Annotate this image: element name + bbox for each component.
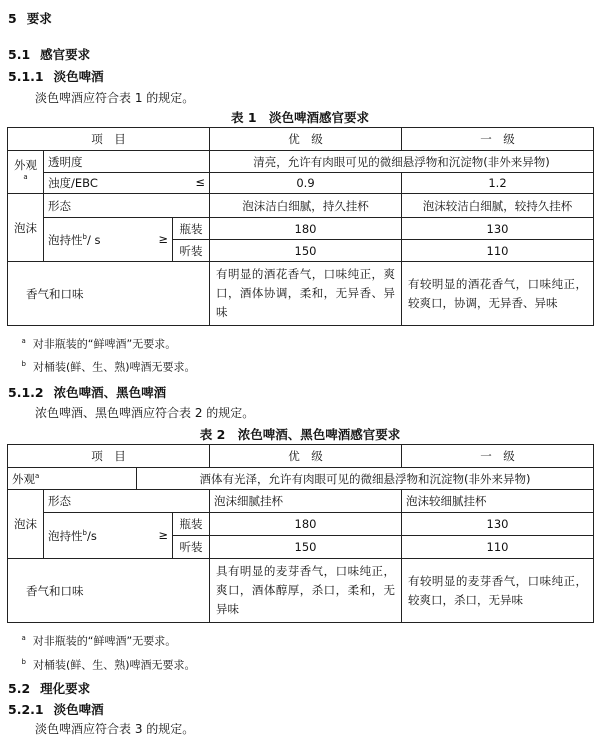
form-first-grade: 泡沫较洁白细腻，较持久挂杯 [402,194,594,218]
note-b: $^b$ 对桶装(鲜、生、熟)啤酒无要求。 [21,657,196,672]
section-5-2-1-text: 淡色啤酒应符合表 3 的规定。 [35,722,195,736]
header-excellent: 优 级 [210,445,402,468]
aroma-first-grade: 有较明显的麦芽香气，口味纯正，较爽口，杀口，无异味 [402,559,594,623]
form-label: 形态 [44,194,210,218]
table-1 [7,127,594,383]
header-item: 项 目 [8,445,210,468]
aroma-label: 香气和口味 [8,262,210,326]
table-2 [7,444,594,681]
turbidity-excellent: 0.9 [210,173,402,194]
aroma-excellent: 具有明显的麦芽香气，口味纯正，爽口，酒体醇厚，杀口，柔和，无异味 [210,559,402,623]
table-2-caption: 表 2 浓色啤酒、黑色啤酒感官要求 [199,427,401,442]
header-first-grade: 一 级 [402,445,594,468]
canned-excellent: 150 [210,240,402,262]
aroma-label: 香气和口味 [8,559,210,623]
form-excellent: 泡沫细腻挂杯 [210,490,402,513]
section-5-1-2-heading: 5.1.2 浓色啤酒、黑色啤酒 [8,385,167,400]
section-5-1-1-heading: 5.1.1 淡色啤酒 [8,69,104,84]
retention-label: 泡持性$^b$/ s ≥ [44,218,173,262]
section-5-2-1-heading: 5.2.1 淡色啤酒 [8,702,104,717]
appearance-requirement: 酒体有光泽，允许有肉眼可见的微细悬浮物和沉淀物(非外来异物) [137,468,594,490]
canned-excellent: 150 [210,536,402,559]
section-5-1-heading: 5.1 感官要求 [8,47,91,62]
ge-symbol: ≥ [158,231,168,246]
section-5-1-2-text: 浓色啤酒、黑色啤酒应符合表 2 的规定。 [35,406,255,420]
aroma-first-grade: 有较明显的酒花香气，口味纯正，较爽口，协调，无异香、异味 [402,262,594,326]
bottled-first-grade: 130 [402,218,594,240]
ge-symbol: ≥ [158,527,168,542]
form-label: 形态 [44,490,210,513]
foam-label: 泡沫 [8,490,44,559]
appearance-label: 外观$^a$ [8,468,137,490]
canned-label: 听装 [173,240,210,262]
turbidity-label: 浊度/EBC ≤ [44,173,210,194]
header-first-grade: 一 级 [402,128,594,151]
turbidity-first-grade: 1.2 [402,173,594,194]
form-excellent: 泡沫洁白细腻，持久挂杯 [210,194,402,218]
canned-first-grade: 110 [402,240,594,262]
table-2-notes [8,623,594,681]
bottled-excellent: 180 [210,218,402,240]
bottled-label: 瓶装 [173,513,210,536]
note-a: $^a$ 对非瓶装的“鲜啤酒”无要求。 [21,634,177,648]
header-excellent: 优 级 [210,128,402,151]
retention-label: 泡持性$^b$/s ≥ [44,513,173,559]
section-5-heading: 5 要求 [8,11,52,26]
foam-label: 泡沫 [8,194,44,262]
form-first-grade: 泡沫较细腻挂杯 [402,490,594,513]
bottled-label: 瓶装 [173,218,210,240]
clarity-requirement: 清亮，允许有肉眼可见的微细悬浮物和沉淀物(非外来异物) [210,151,594,173]
canned-first-grade: 110 [402,536,594,559]
canned-label: 听装 [173,536,210,559]
header-item: 项 目 [8,128,210,151]
section-5-2-heading: 5.2 理化要求 [8,681,91,696]
bottled-excellent: 180 [210,513,402,536]
table-1-notes [8,326,594,383]
table-1-caption: 表 1 淡色啤酒感官要求 [230,110,370,125]
note-b: $^b$ 对桶装(鲜、生、熟)啤酒无要求。 [21,360,196,374]
appearance-label: 外观$^a$ [8,151,44,194]
bottled-first-grade: 130 [402,513,594,536]
section-5-1-1-text: 淡色啤酒应符合表 1 的规定。 [35,91,195,105]
aroma-excellent: 有明显的酒花香气，口味纯正，爽口，酒体协调，柔和，无异香、异味 [210,262,402,326]
clarity-label: 透明度 [44,151,210,173]
le-symbol: ≤ [195,175,205,189]
note-a: $^a$ 对非瓶装的“鲜啤酒”无要求。 [21,336,177,351]
